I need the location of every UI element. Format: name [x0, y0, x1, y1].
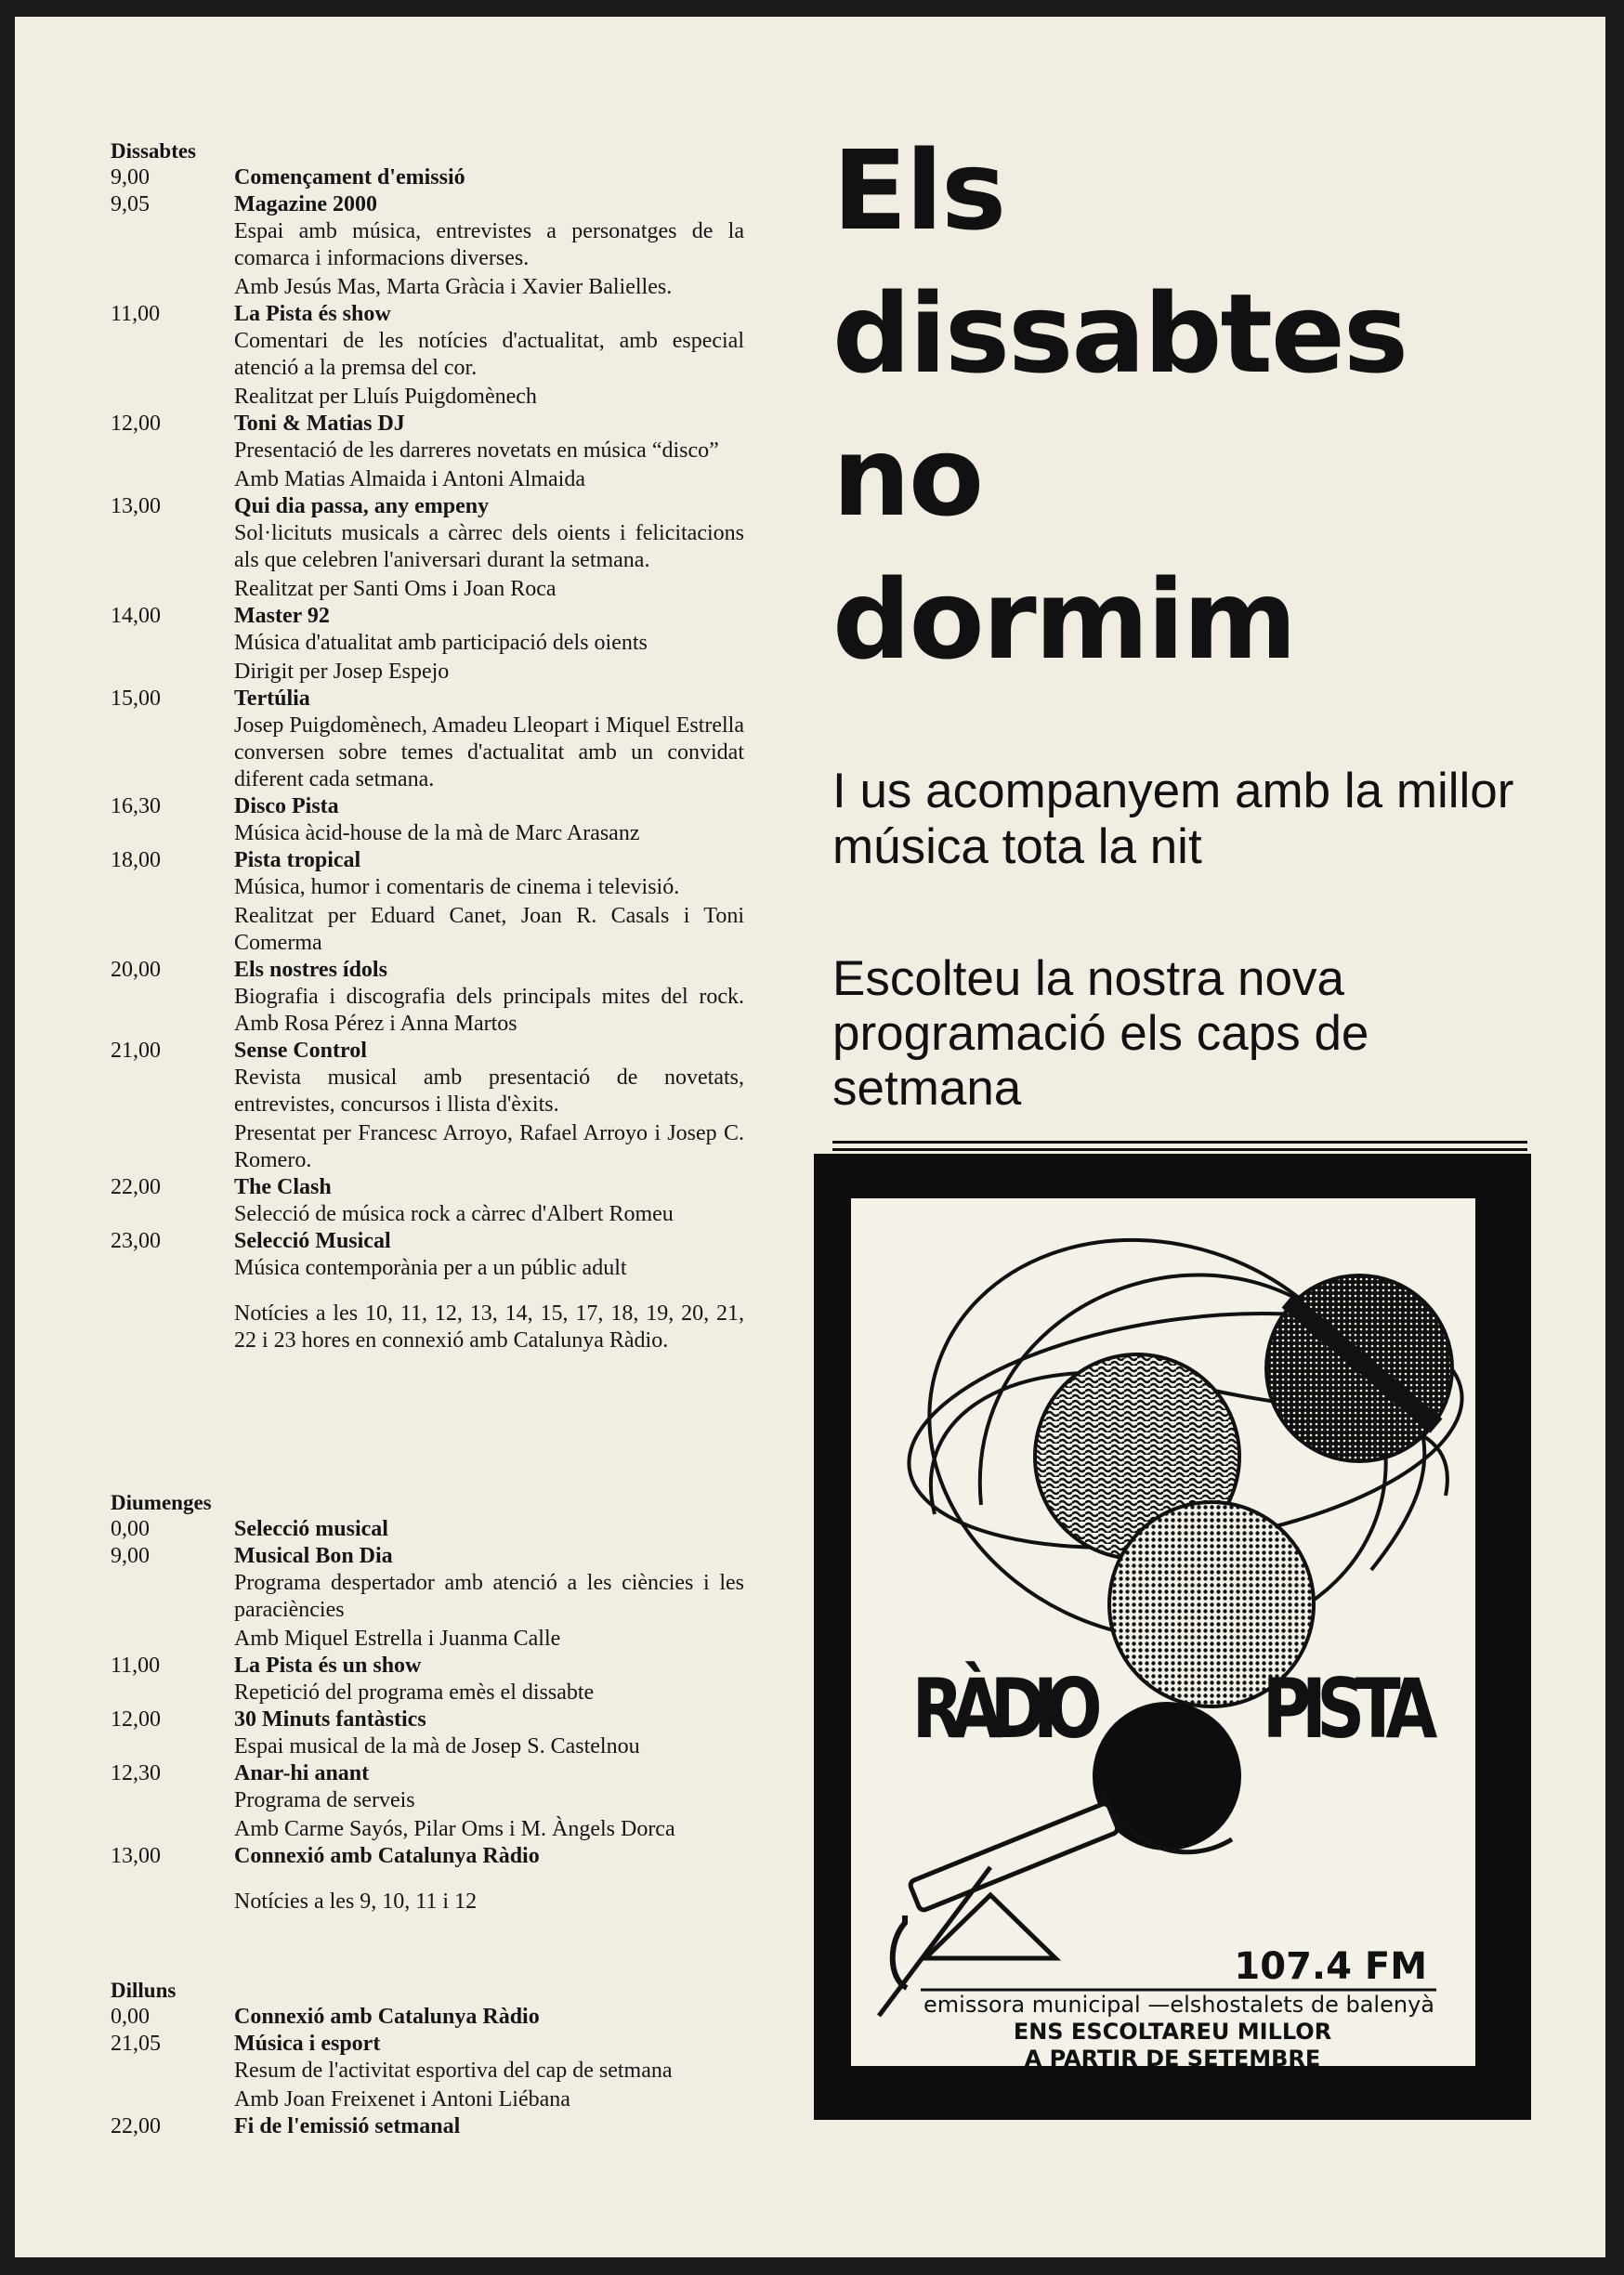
program-row — [111, 2004, 744, 2031]
program-description: Amb Carme Sayós, Pilar Oms i M. Àngels Dorca — [234, 1817, 675, 1841]
program-description: Biografia i discografia dels principals mites del rock. Amb Rosa Pérez i Anna Martos — [234, 985, 744, 1036]
headline-line: Els — [832, 126, 1005, 255]
program-description: Realitzat per Lluís Puigdomènech — [234, 385, 537, 409]
program-row — [111, 301, 744, 411]
poster-panel — [851, 1198, 1475, 2066]
program-title: Sense Control — [234, 1039, 367, 1063]
program-description: Presentat per Francesc Arroyo, Rafael Arroyo i Josep C. Romero. — [234, 1121, 744, 1172]
program-body — [234, 1653, 744, 1706]
program-time: 0,00 — [111, 1517, 150, 1541]
headline-line: dissabtes — [832, 269, 1408, 398]
headline-line: no — [832, 412, 983, 541]
program-description: Espai musical de la mà de Josep S. Castelnou — [234, 1734, 640, 1759]
program-description: Amb Jesús Mas, Marta Gràcia i Xavier Balielles. — [234, 275, 673, 299]
program-time: 12,00 — [111, 1707, 161, 1732]
poster-illustration — [851, 1198, 1475, 2066]
program-time: 11,00 — [111, 302, 161, 326]
program-title: Fi de l'emissió setmanal — [234, 2114, 461, 2138]
headline-line: dormim — [832, 556, 1296, 684]
program-body — [234, 301, 744, 411]
program-title: Tertúlia — [234, 686, 310, 711]
slogan-line-2: A PARTIR DE SETEMBRE — [1024, 2046, 1321, 2066]
program-row — [111, 2113, 744, 2140]
saturday-section — [111, 137, 744, 1354]
program-description: Música d'atualitat amb participació dels oients — [234, 631, 648, 655]
program-body — [234, 411, 744, 493]
program-body — [234, 493, 744, 603]
program-body — [234, 1038, 744, 1174]
program-row — [111, 847, 744, 957]
program-title: Toni & Matias DJ — [234, 412, 405, 436]
program-row — [111, 1706, 744, 1760]
ad-headline — [832, 119, 1557, 691]
program-body — [234, 191, 744, 301]
program-title: Qui dia passa, any empeny — [234, 494, 490, 518]
program-title: Els nostres ídols — [234, 958, 387, 982]
program-title: Anar-hi anant — [234, 1761, 370, 1785]
brand-right: PISTA — [1262, 1660, 1438, 1757]
program-description: Sol·licituts musicals a càrrec dels oients i felicitacions als que celebren l'aniversari durant la setmana. — [234, 521, 744, 572]
program-body — [234, 2004, 744, 2031]
program-description: Amb Joan Freixenet i Antoni Liébana — [234, 2087, 570, 2112]
program-row — [111, 1228, 744, 1282]
program-title: Disco Pista — [234, 794, 339, 818]
program-description: Comentari de les notícies d'actualitat, amb especial atenció a la premsa del cor. — [234, 329, 744, 380]
divider — [832, 1148, 1527, 1151]
program-description: Espai amb música, entrevistes a personatges de la comarca i informacions diverses. — [234, 219, 744, 270]
program-time: 21,05 — [111, 2032, 161, 2056]
program-body — [234, 164, 744, 191]
ad-invite: Escolteu la nostra nova programació els caps de setmana — [832, 951, 1369, 1116]
ad-tagline: I us acompanyem amb la millor música tota la nit — [832, 764, 1514, 874]
program-row — [111, 686, 744, 793]
program-body — [234, 1174, 744, 1228]
program-title: Música i esport — [234, 2032, 381, 2056]
divider — [832, 1141, 1527, 1144]
program-description: Revista musical amb presentació de novetats, entrevistes, concursos i llista d'èxits. — [234, 1066, 744, 1117]
program-time: 14,00 — [111, 604, 161, 628]
program-list — [111, 1516, 744, 1870]
frequency: 107.4 FM — [1234, 1945, 1427, 1988]
program-title: The Clash — [234, 1175, 332, 1199]
program-title: Selecció musical — [234, 1517, 388, 1541]
program-description: Amb Miquel Estrella i Juanma Calle — [234, 1627, 561, 1651]
program-row — [111, 1843, 744, 1870]
program-body — [234, 957, 744, 1038]
program-time: 12,00 — [111, 412, 161, 436]
program-body — [234, 793, 744, 847]
program-time: 12,30 — [111, 1761, 161, 1785]
program-description: Programa despertador amb atenció a les ciències i les paraciències — [234, 1571, 744, 1622]
program-row — [111, 1543, 744, 1653]
station-line: emissora municipal —elshostalets de balenyà — [923, 1992, 1434, 2018]
program-title: Master 92 — [234, 604, 330, 628]
program-time: 13,00 — [111, 1844, 161, 1868]
program-body — [234, 603, 744, 686]
program-row — [111, 493, 744, 603]
program-list — [111, 164, 744, 1282]
program-description: Selecció de música rock a càrrec d'Albert Romeu — [234, 1202, 674, 1226]
program-description: Programa de serveis — [234, 1788, 415, 1812]
program-title: Connexió amb Catalunya Ràdio — [234, 1844, 540, 1868]
sunday-section — [111, 1489, 744, 1915]
program-description: Música, humor i comentaris de cinema i televisió. — [234, 875, 680, 899]
program-time: 23,00 — [111, 1229, 161, 1253]
program-body — [234, 1516, 744, 1543]
program-title: La Pista és un show — [234, 1654, 422, 1678]
program-body — [234, 1760, 744, 1843]
program-time: 0,00 — [111, 2005, 150, 2029]
program-row — [111, 1174, 744, 1228]
program-row — [111, 793, 744, 847]
program-row — [111, 1038, 744, 1174]
program-title: Començament d'emissió — [234, 165, 465, 190]
program-title: Magazine 2000 — [234, 192, 377, 216]
program-description: Realitzat per Eduard Canet, Joan R. Casals i Toni Comerma — [234, 904, 744, 955]
program-description: Realitzat per Santi Oms i Joan Roca — [234, 577, 557, 601]
program-description: Amb Matias Almaida i Antoni Almaida — [234, 467, 585, 491]
program-time: 9,05 — [111, 192, 150, 216]
program-description: Música àcid-house de la mà de Marc Arasanz — [234, 821, 640, 845]
program-description: Repetició del programa emès el dissabte — [234, 1680, 595, 1705]
program-time: 21,00 — [111, 1039, 161, 1063]
program-title: La Pista és show — [234, 302, 391, 326]
program-row — [111, 603, 744, 686]
news-note: Notícies a les 9, 10, 11 i 12 — [234, 1889, 478, 1914]
program-description: Dirigit per Josep Espejo — [234, 660, 450, 684]
program-row — [111, 957, 744, 1038]
program-title: 30 Minuts fantàstics — [234, 1707, 426, 1732]
program-description: Josep Puigdomènech, Amadeu Lleopart i Miquel Estrella conversen sobre temes d'actualitat amb un convidat diferent cada setmana. — [234, 713, 744, 791]
program-time: 20,00 — [111, 958, 161, 982]
program-description: Presentació de les darreres novetats en música “disco” — [234, 438, 719, 463]
program-row — [111, 1516, 744, 1543]
program-time: 9,00 — [111, 1544, 150, 1568]
radio-poster — [814, 1154, 1531, 2120]
program-description: Resum de l'activitat esportiva del cap de setmana — [234, 2059, 673, 2083]
program-body — [234, 1228, 744, 1282]
program-row — [111, 2031, 744, 2113]
program-row — [111, 1760, 744, 1843]
program-body — [234, 1706, 744, 1760]
program-body — [234, 1543, 744, 1653]
program-title: Connexió amb Catalunya Ràdio — [234, 2005, 540, 2029]
section-title: Dilluns — [111, 1979, 177, 2002]
program-body — [234, 847, 744, 957]
program-time: 16,30 — [111, 794, 161, 818]
program-row — [111, 1653, 744, 1706]
program-time: 13,00 — [111, 494, 161, 518]
program-title: Musical Bon Dia — [234, 1544, 393, 1568]
program-time: 15,00 — [111, 686, 161, 711]
program-row — [111, 411, 744, 493]
program-list — [111, 2004, 744, 2140]
news-note: Notícies a les 10, 11, 12, 13, 14, 15, 17, 18, 19, 20, 21, 22 i 23 hores en connexió amb Catalunya Ràdio. — [234, 1301, 744, 1353]
program-row — [111, 164, 744, 191]
program-title: Pista tropical — [234, 848, 361, 872]
program-body — [234, 1843, 744, 1870]
program-body — [234, 2113, 744, 2140]
program-time: 9,00 — [111, 165, 150, 190]
program-description: Música contemporània per a un públic adult — [234, 1256, 627, 1280]
program-time: 22,00 — [111, 2114, 161, 2138]
section-title: Dissabtes — [111, 139, 197, 163]
program-body — [234, 2031, 744, 2113]
slogan-line-1: ENS ESCOLTAREU MILLOR — [1013, 2019, 1332, 2045]
program-time: 11,00 — [111, 1654, 161, 1678]
program-row — [111, 191, 744, 301]
brand-left: RÀDIO — [911, 1660, 1103, 1757]
section-title: Diumenges — [111, 1491, 212, 1514]
program-time: 22,00 — [111, 1175, 161, 1199]
program-body — [234, 686, 744, 793]
monday-section — [111, 1977, 744, 2140]
program-time: 18,00 — [111, 848, 161, 872]
program-title: Selecció Musical — [234, 1229, 391, 1253]
